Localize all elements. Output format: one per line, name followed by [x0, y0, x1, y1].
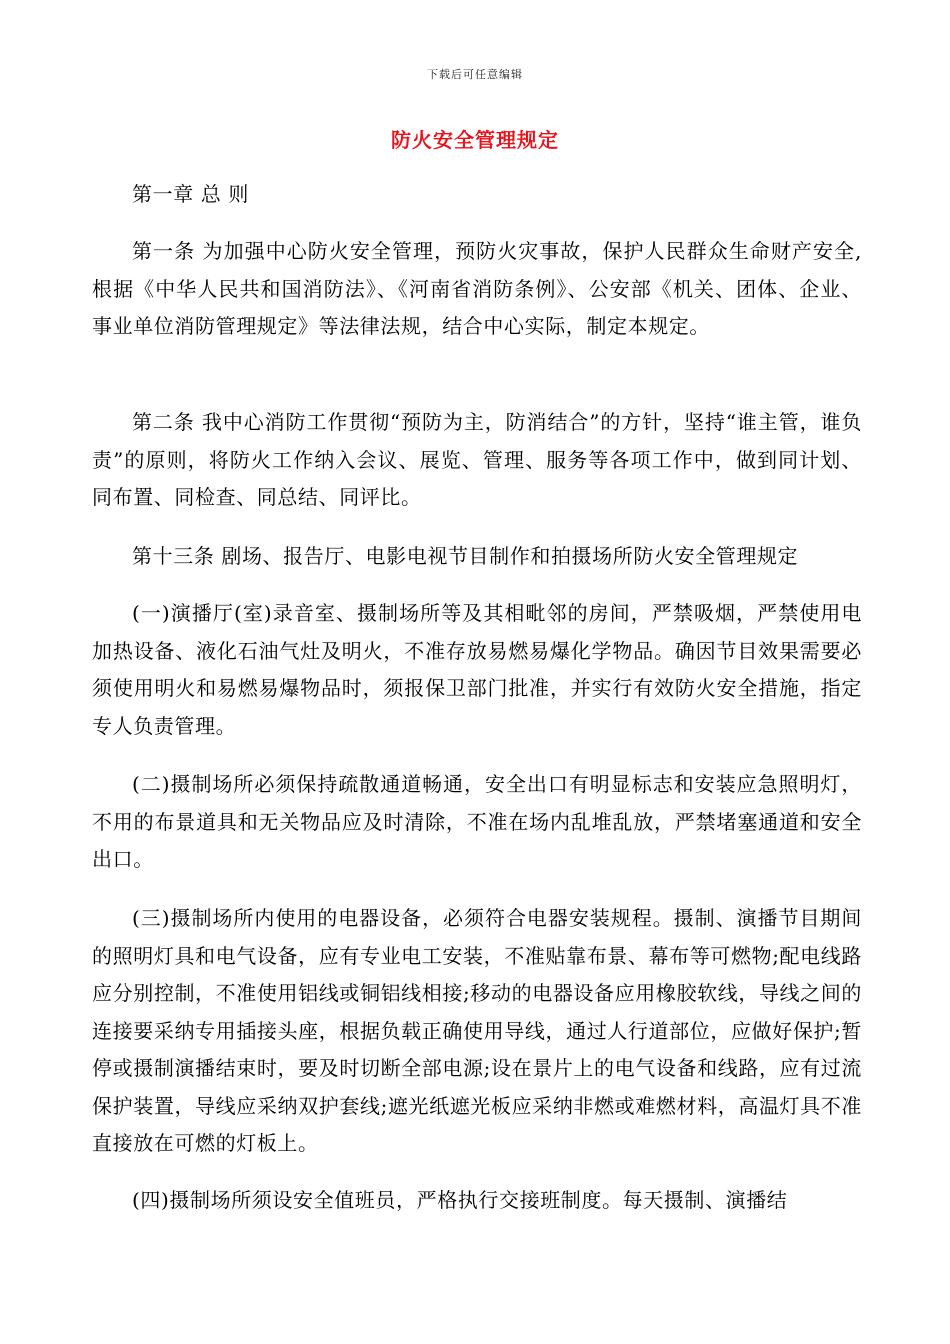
paragraph: (三)摄制场所内使用的电器设备，必须符合电器安装规程。摄制、演播节目期间的照明灯具和电气设备，应有专业电工安装，不准贴靠布景、幕布等可燃物;配电线路应分别控制，不准使用铝线或铜铝线相接;移动的电器设备应用橡胶软线，导线之间的连接要采纳专用插接头座，根据负载正确使用导线，通过人行道部位，应做好保护;暂停或摄制演播结束时，要及时切断全部电源;设在景片上的电气设备和线路，应有过流保护装置，导线应采纳双护套线;遮光纸遮光板应采纳非燃或难燃材料，高温灯具不准直接放在可燃的灯板上。: [92, 906, 862, 1155]
document-title: 防火安全管理规定: [391, 128, 559, 152]
paragraph: (一)演播厅(室)录音室、摄制场所等及其相毗邻的房间，严禁吸烟，严禁使用电加热设备、液化石油气灶及明火，不准存放易燃易爆化学物品。确因节目效果需要必须使用明火和易燃易爆物品时，须报保卫部门批准，并实行有效防火安全措施，指定专人负责管理。: [92, 601, 862, 738]
clause-2: [92, 766, 862, 879]
chapter-heading: 第一章 总 则: [132, 182, 249, 206]
header-note: 下载后可任意编辑: [427, 68, 523, 81]
article-2: [92, 404, 862, 517]
paragraph: 第二条 我中心消防工作贯彻“预防为主，防消结合”的方针，坚持“谁主管，谁负责”的原则，将防火工作纳入会议、展览、管理、服务等各项工作中，做到同计划、同布置、同检查、同总结、同评比。: [92, 410, 862, 509]
paragraph: (四)摄制场所须设安全值班员，严格执行交接班制度。每天摄制、演播结: [132, 1188, 788, 1212]
paragraph: 第一条 为加强中心防火安全管理，预防火灾事故，保护人民群众生命财产安全,根据《中华人民共和国消防法》、《河南省消防条例》、公安部《机关、团体、企业、事业单位消防管理规定》等法律法规，结合中心实际，制定本规定。: [92, 239, 862, 338]
article-13: [92, 538, 872, 576]
paragraph: 第十三条 剧场、报告厅、电影电视节目制作和拍摄场所防火安全管理规定: [132, 544, 799, 568]
clause-3: [92, 900, 862, 1163]
article-1: [92, 233, 862, 346]
clause-1: [92, 595, 862, 745]
paragraph: (二)摄制场所必须保持疏散通道畅通，安全出口有明显标志和安装应急照明灯，不用的布景道具和无关物品应及时清除，不准在场内乱堆乱放，严禁堵塞通道和安全出口。: [92, 772, 862, 871]
clause-4: [92, 1182, 862, 1220]
